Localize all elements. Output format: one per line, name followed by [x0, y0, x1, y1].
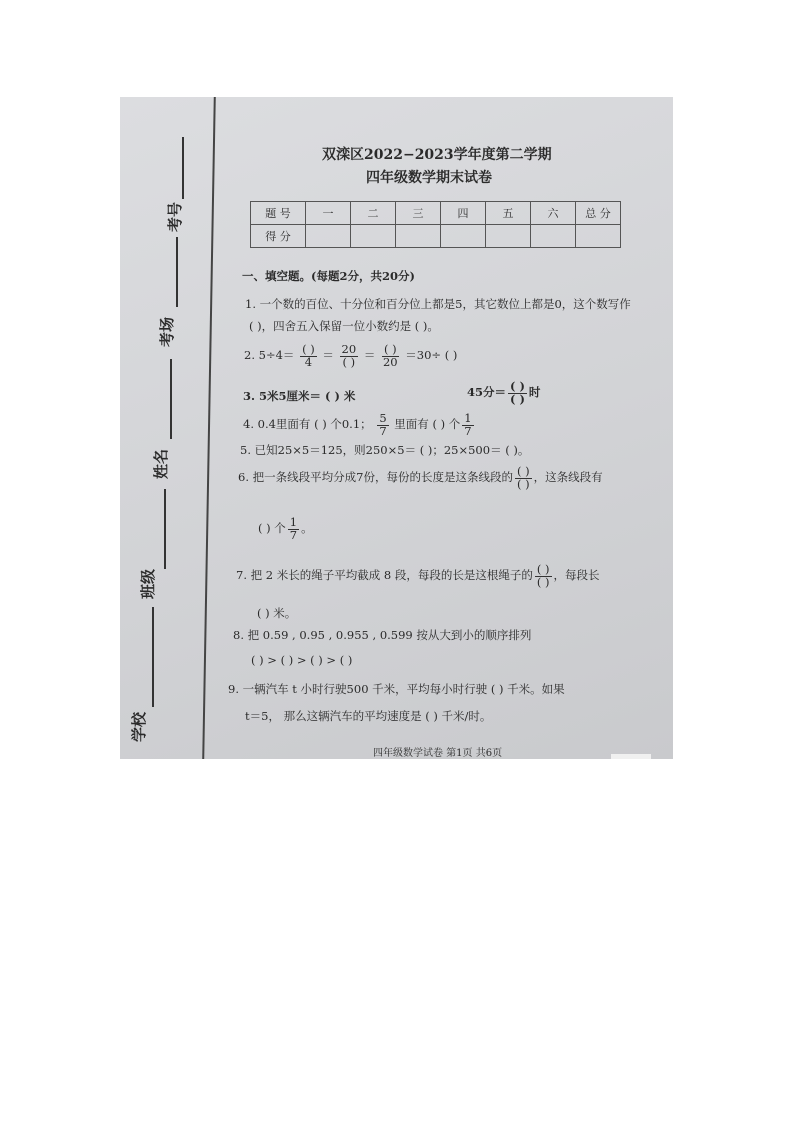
question-8-line2: ( ) > ( ) > ( ) > ( )	[251, 653, 353, 667]
binding-label-school: 学校	[130, 711, 148, 742]
fraction-numerator: 20	[341, 342, 357, 356]
fraction-numerator: 5	[379, 411, 387, 425]
fraction	[340, 344, 359, 368]
equals-sign: ＝	[322, 348, 334, 362]
score-table-header-row	[251, 202, 621, 225]
fraction-numerator: 1	[289, 515, 298, 529]
score-cell-header: 五	[486, 202, 531, 225]
binding-label-exam-number: 考号	[166, 201, 184, 232]
question-5: 5. 已知25×5＝125，则250×5＝ ( )；25×500＝ ( )。	[240, 443, 530, 457]
fraction	[300, 344, 317, 368]
fraction-denominator: 7	[464, 423, 472, 438]
fraction	[515, 466, 532, 490]
score-input-cell[interactable]	[531, 225, 576, 248]
fraction-numerator: ( )	[383, 342, 397, 356]
question-3-right-pre: 45分＝	[467, 385, 507, 399]
question-4	[243, 413, 476, 437]
score-cell-header: 一	[306, 202, 351, 225]
fraction	[377, 413, 388, 437]
score-input-cell[interactable]	[441, 225, 486, 248]
fraction-denominator: 7	[379, 423, 387, 438]
score-input-cell[interactable]	[396, 225, 441, 248]
score-input-cell[interactable]	[576, 225, 621, 248]
fraction-denominator: 7	[289, 527, 298, 542]
fraction-denominator: ( )	[342, 354, 356, 369]
score-input-cell[interactable]	[306, 225, 351, 248]
fraction-numerator: ( )	[536, 562, 550, 576]
score-table	[250, 201, 621, 248]
question-7-line2: ( ) 米。	[257, 606, 297, 620]
fraction-denominator: ( )	[536, 574, 550, 589]
score-cell-header: 总 分	[576, 202, 621, 225]
question-3-right	[467, 381, 540, 405]
question-6-text: 6. 把一条线段平均分成7份，每份的长度是这条线段的	[238, 470, 513, 484]
equals-sign: ＝	[363, 348, 376, 362]
question-4-pre: 4. 0.4里面有 ( ) 个0.1；	[243, 417, 372, 431]
fraction-numerator: ( )	[516, 464, 530, 478]
question-1-line2: ( )，四舍五入保留一位小数约是 ( )。	[249, 319, 439, 333]
fraction	[535, 564, 552, 588]
fraction-numerator: ( )	[302, 342, 315, 356]
score-cell-header: 四	[441, 202, 486, 225]
score-input-cell[interactable]	[486, 225, 531, 248]
fraction	[288, 517, 299, 541]
question-8-line1: 8. 把 0.59 , 0.95 , 0.955 , 0.599 按从大到小的顺序排列	[233, 628, 532, 642]
binding-rule-5	[152, 607, 154, 707]
question-6-line2-post: 。	[301, 521, 313, 535]
question-7-text-post: ，每段长	[553, 568, 600, 582]
binding-rule-1	[182, 137, 184, 199]
fraction-denominator: ( )	[516, 476, 530, 491]
binding-label-class: 班级	[139, 568, 157, 599]
question-9-line1: 9. 一辆汽车 t 小时行驶500 千米，平均每小时行驶 ( ) 千米。如果	[228, 682, 565, 696]
fraction-numerator: ( )	[510, 379, 525, 393]
score-table-score-row	[251, 225, 621, 248]
page-footer: 四年级数学试卷 第1页 共6页	[373, 748, 503, 759]
fraction-numerator: 1	[464, 411, 472, 425]
question-6-line1	[238, 466, 603, 490]
question-3-right-post: 时	[528, 385, 541, 399]
binding-rule-3	[170, 359, 172, 439]
question-6-line2-pre: ( ) 个	[258, 521, 286, 535]
fraction	[462, 413, 473, 437]
fraction-denominator: 20	[382, 354, 398, 369]
question-7-text: 7. 把 2 米长的绳子平均截成 8 段，每段的长是这根绳子的	[236, 568, 533, 582]
exam-title-line1: 双滦区2022−2023学年度第二学期	[322, 147, 552, 163]
binding-rule-2	[176, 237, 178, 307]
exam-photo	[120, 97, 673, 759]
score-cell-header: 六	[531, 202, 576, 225]
score-row-label: 得 分	[251, 225, 306, 248]
question-4-mid: 里面有 ( ) 个	[390, 417, 461, 431]
question-3-left: 3. 5米5厘米＝ ( ) 米	[243, 389, 356, 403]
binding-label-exam-room: 考场	[158, 316, 176, 347]
question-7-line1	[236, 564, 600, 588]
score-cell-header: 三	[396, 202, 441, 225]
section-heading: 一、填空题。(每题2分，共20分)	[242, 269, 415, 283]
question-2-start: 2. 5÷4＝	[244, 348, 295, 362]
question-6-line2	[258, 517, 313, 541]
photo-glare	[611, 754, 651, 759]
score-cell-header: 题 号	[251, 202, 306, 225]
binding-rule-4	[164, 489, 166, 569]
score-input-cell[interactable]	[351, 225, 396, 248]
question-1-line1: 1. 一个数的百位、十分位和百分位上都是5，其它数位上都是0，这个数写作	[245, 297, 631, 311]
question-9-line2: t＝5， 那么这辆汽车的平均速度是 ( ) 千米/时。	[245, 709, 492, 723]
fraction-denominator: 4	[304, 354, 313, 369]
fraction-denominator: ( )	[510, 391, 525, 406]
fraction	[508, 381, 527, 405]
binding-label-name: 姓名	[152, 448, 170, 479]
question-2	[244, 344, 457, 368]
fraction	[381, 344, 400, 368]
question-6-text-post: ，这条线段有	[533, 470, 603, 484]
question-2-end: ＝30÷ ( )	[405, 348, 458, 362]
score-cell-header: 二	[351, 202, 396, 225]
binding-line	[202, 97, 216, 759]
exam-title-line2: 四年级数学期末试卷	[366, 170, 492, 186]
